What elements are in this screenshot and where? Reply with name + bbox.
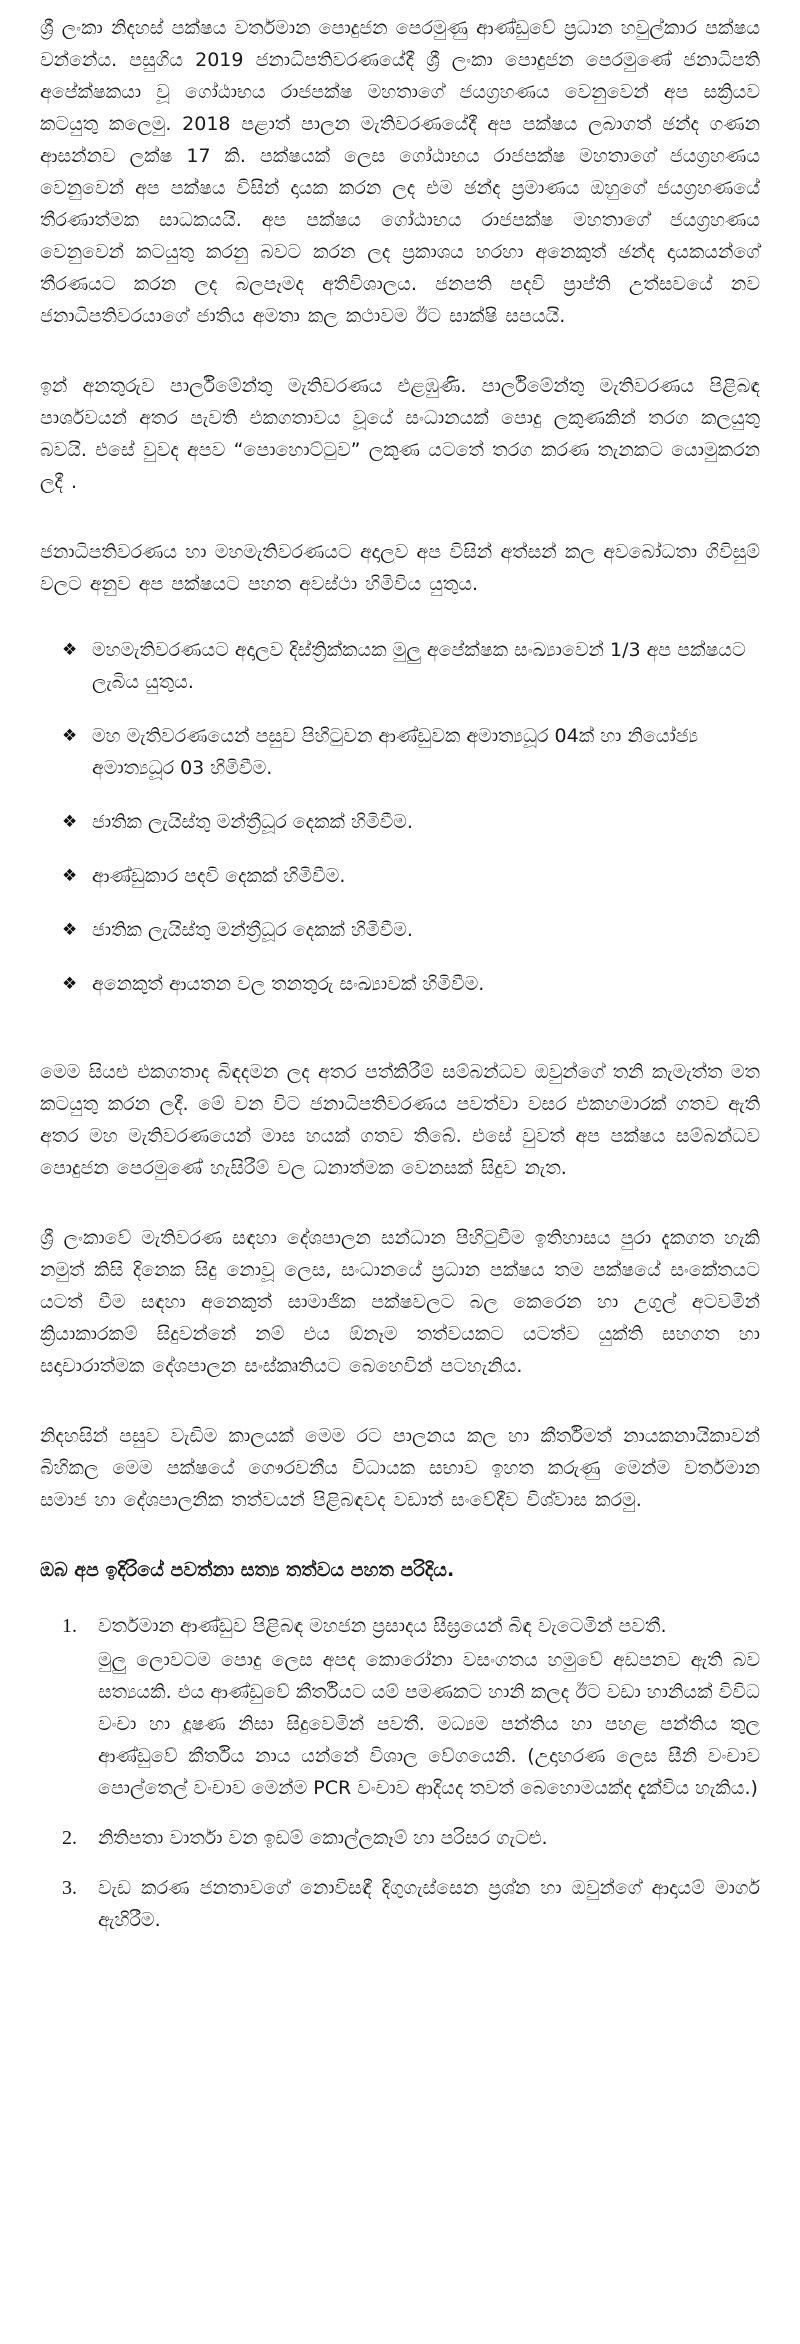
- numbered-item: [62, 1822, 760, 1854]
- paragraph-intro: ශ්‍රී ලංකා නිදහස් පක්ෂය වර්තමාන පොදුජන පෙරමුණු ආණ්ඩුවේ ප්‍රධාන හවුල්කාර පක්ෂය වන්නේය. පසුගිය 2019 ජනාධිපතිවරණයේදී ශ්‍රී ලංකා පොදුජන පෙරමුණේ ජනාධිපති අපේක්ෂකයා වූ ගෝඨාභය රාජපක්ෂ මහතාගේ ජයග්‍රහණය වෙනුවෙන් අප සක්‍රියව කටයුතු කලෙමු. 2018 පළාත් පාලන මැතිවරණයේදී අප පක්ෂය ලබාගත් ඡන්ද ගණන ආසන්නව ලක්ෂ 17 කි. පක්ෂයක් ලෙස ගෝඨාභය රාජපක්ෂ මහතාගේ ජයග්‍රහණය වෙනුවෙන් අප පක්ෂය විසින් දායක කරන ලද එම ඡන්ද ප්‍රමාණය ඔහුගේ ජයග්‍රහණයේ තීරණාත්මක සාධකයයි. අප පක්ෂය ගෝඨාභය රාජපක්ෂ මහතාගේ ජයග්‍රහණය වෙනුවෙන් කටයුතු කරනු බවට කරන ලද ප්‍රකාශය හරහා අනෙකුත් ඡන්ද දායකයන්ගේ තීරණයට කරන ලද බලපෑමද අතිවිශාලය. ජනපති පදවි ප්‍රාප්ති උත්සවයේ නව ජනාධිපතිවරයාගේ ජාතිය අමතා කල කථාවම ඊට සාක්ෂි සපයයි.: [40, 17, 760, 327]
- numbered-item: [62, 1610, 760, 1804]
- list-item-text: ආණ්ඩුකාර පදවි දෙකක් හිමිවීම.: [92, 865, 346, 887]
- paragraph-alliance-history: ශ්‍රී ලංකාවේ මැතිවරණ සඳහා දේශපාලන සන්ධාන පිහිටුවීම ඉතිහාසය පුරා දැකගත හැකි නමුත් කිසි දිනෙක සිදු නොවූ ලෙස, සංධානයේ ප්‍රධාන පක්ෂය තම පක්ෂයේ සංකේතයට යටත් වීම සඳහා අනෙකුත් සාමාජික පක්ෂවලට බල කෙරෙන හා උගුල් අටවමින් ක්‍රියාකාරකම් සිදුවන්නේ නම් එය ඕනෑම තත්වයකට යටත්ව යුක්ති සහගත හා සදාචාරාත්මක දේශපාලන සංස්කෘතියට බෙහෙවින් පටහැනිය.: [40, 1227, 760, 1377]
- list-item: [62, 806, 760, 838]
- paragraph-executive-council: නිදහසින් පසුව වැඩිම කාලයක් මෙම රට පාලනය කල හා කීර්තිමත් නායකනායිකාවන් බිහිකල මෙම පක්ෂයේ ගෞරවනීය විධායක සභාව ඉහත කරුණු මෙන්ම වර්තමාන සමාජ හා දේශපාලනික තත්වයන් පිළිබඳවද වඩාත් සංවේදීව විශ්වාස කරමු.: [40, 1425, 760, 1511]
- item-number: 2.: [62, 1827, 77, 1849]
- diamond-bullet-icon: ❖: [62, 866, 78, 886]
- item-number: 1.: [62, 1615, 77, 1637]
- diamond-bullet-icon: ❖: [62, 920, 78, 940]
- list-item: [62, 860, 760, 892]
- paragraph-agreements: ජනාධිපතිවරණය හා මහමැතිවරණයට අදාලව අප විසින් අත්සන් කල අවබෝධතා ගිවිසුම් වලට අනුව අප පක්ෂයට පහත අවස්ථා හිමිවිය යුතුය.: [40, 541, 760, 595]
- numbered-item-text: නිතිපතා වාර්තා වන ඉඩම් කොල්ලකෑම් හා පරිසර ගැටළු.: [98, 1827, 548, 1849]
- list-item-text: ජාතික ලැයිස්තු මන්ත්‍රීධූර දෙකක් හිමිවීම.: [92, 811, 413, 833]
- document-body: [40, 12, 760, 1954]
- situation-list: [40, 1610, 760, 1936]
- list-item-text: අනෙකුත් ආයතන වල තනතුරු සංඛ්‍යාවක් හිමිවීම.: [92, 973, 485, 995]
- diamond-bullet-icon: ❖: [62, 974, 78, 994]
- entitlements-list: [40, 634, 760, 1000]
- list-item: [62, 914, 760, 946]
- list-item: [62, 968, 760, 1000]
- diamond-bullet-icon: ❖: [62, 812, 78, 832]
- list-item-text: මහමැතිවරණයට අදාලව දිස්ත්‍රික්කයක මුලු අපේක්ෂක සංඛ්‍යාවෙන් 1/3 අප පක්ෂයට ලැබිය යුතුය.: [92, 639, 746, 693]
- list-item-text: ජාතික ලැයිස්තු මන්ත්‍රීධූර දෙකක් හිමිවීම.: [92, 919, 413, 941]
- diamond-bullet-icon: ❖: [62, 640, 78, 660]
- numbered-item-text: වැඩ කරණ ජනතාවගේ නොවිසඳී දිගුගැස්සෙන ප්‍රශ්න හා ඔවුන්ගේ ආදායම් මාර්ග ඇහිරීම.: [98, 1877, 760, 1931]
- item-number: 3.: [62, 1877, 77, 1899]
- numbered-item-text: වර්තමාන ආණ්ඩුව පිළිබඳ මහජන ප්‍රසාදය සීඝ්‍රයෙන් බිඳ වැටෙමින් පවතී.: [98, 1615, 667, 1637]
- numbered-item: [62, 1872, 760, 1936]
- paragraph-parliament-election: ඉන් අනතුරුව පාර්ලිමේන්තු මැතිවරණය එළඹුණි. පාර්ලිමේන්තු මැතිවරණය පිළිබඳ පාර්ශවයන් අතර පැවති එකගතාවය වූයේ සංධානයක් පොදු ලකුණකින් තරග කලයුතු බවයි. එසේ වුවද අපව “පොහොට්ටුව” ලකුණ යටතේ තරග කරණ තැනකට යොමුකරන ලදී .: [40, 375, 760, 493]
- diamond-bullet-icon: ❖: [62, 726, 78, 746]
- numbered-item-detail: මුලු ලොවටම පොදු ලෙස අපද කොරෝනා වසංගතය හමුවේ අඩපනව ඇති බව සත්‍යයකි. එය ආණ්ඩුවේ කීර්තියට යම් පමණකට හානි කලද ඊට වඩා හානියක් විවිධ වංචා හා දූෂණ නිසා සිදුවෙමින් පවතී. මධ්‍යම පන්තිය හා පහළ පන්තිය තුල ආණ්ඩුවේ කීර්තිය නාය යන්නේ විශාල වේගයෙනි. (උදාහරණ ලෙස සීනි වංචාව පොල්තෙල් වංචාව මෙන්ම PCR වංචාව ආදියද තවත් බෙහොමයක්ද දැක්විය හැකිය.): [98, 1649, 760, 1799]
- list-item: [62, 720, 760, 784]
- list-item: [62, 634, 760, 698]
- paragraph-broken-agreements: මෙම සියළු එකගතාද බිඳදමන ලද අතර පත්කිරීම් සම්බන්ධව ඔවුන්ගේ තනි කැමැත්ත මත කටයුතු කරන ලදී. මේ වන විට ජනාධිපතිවරණය පවත්වා වසර එකහමාරක් ගතව ඇති අතර මහ මැතිවරණයෙන් මාස හයක් ගතව තිබේ. එසේ වුවත් අප පක්ෂය සම්බන්ධව පොදුජන පෙරමුණේ හැසිරීම් වල ධනාත්මක වෙනසක් සිදුව නැත.: [40, 1061, 760, 1179]
- list-item-text: මහ මැතිවරණයෙන් පසුව පිහිටුවන ආණ්ඩුවක අමාත්‍යධූර 04ක් හා නියෝජ්‍ය අමාත්‍යධූර 03 හිමිවීම.: [92, 725, 699, 779]
- section-heading: ඔබ අප ඉදිරියේ පවත්නා සත්‍ය තත්වය පහත පරිදිය.: [40, 1559, 455, 1581]
